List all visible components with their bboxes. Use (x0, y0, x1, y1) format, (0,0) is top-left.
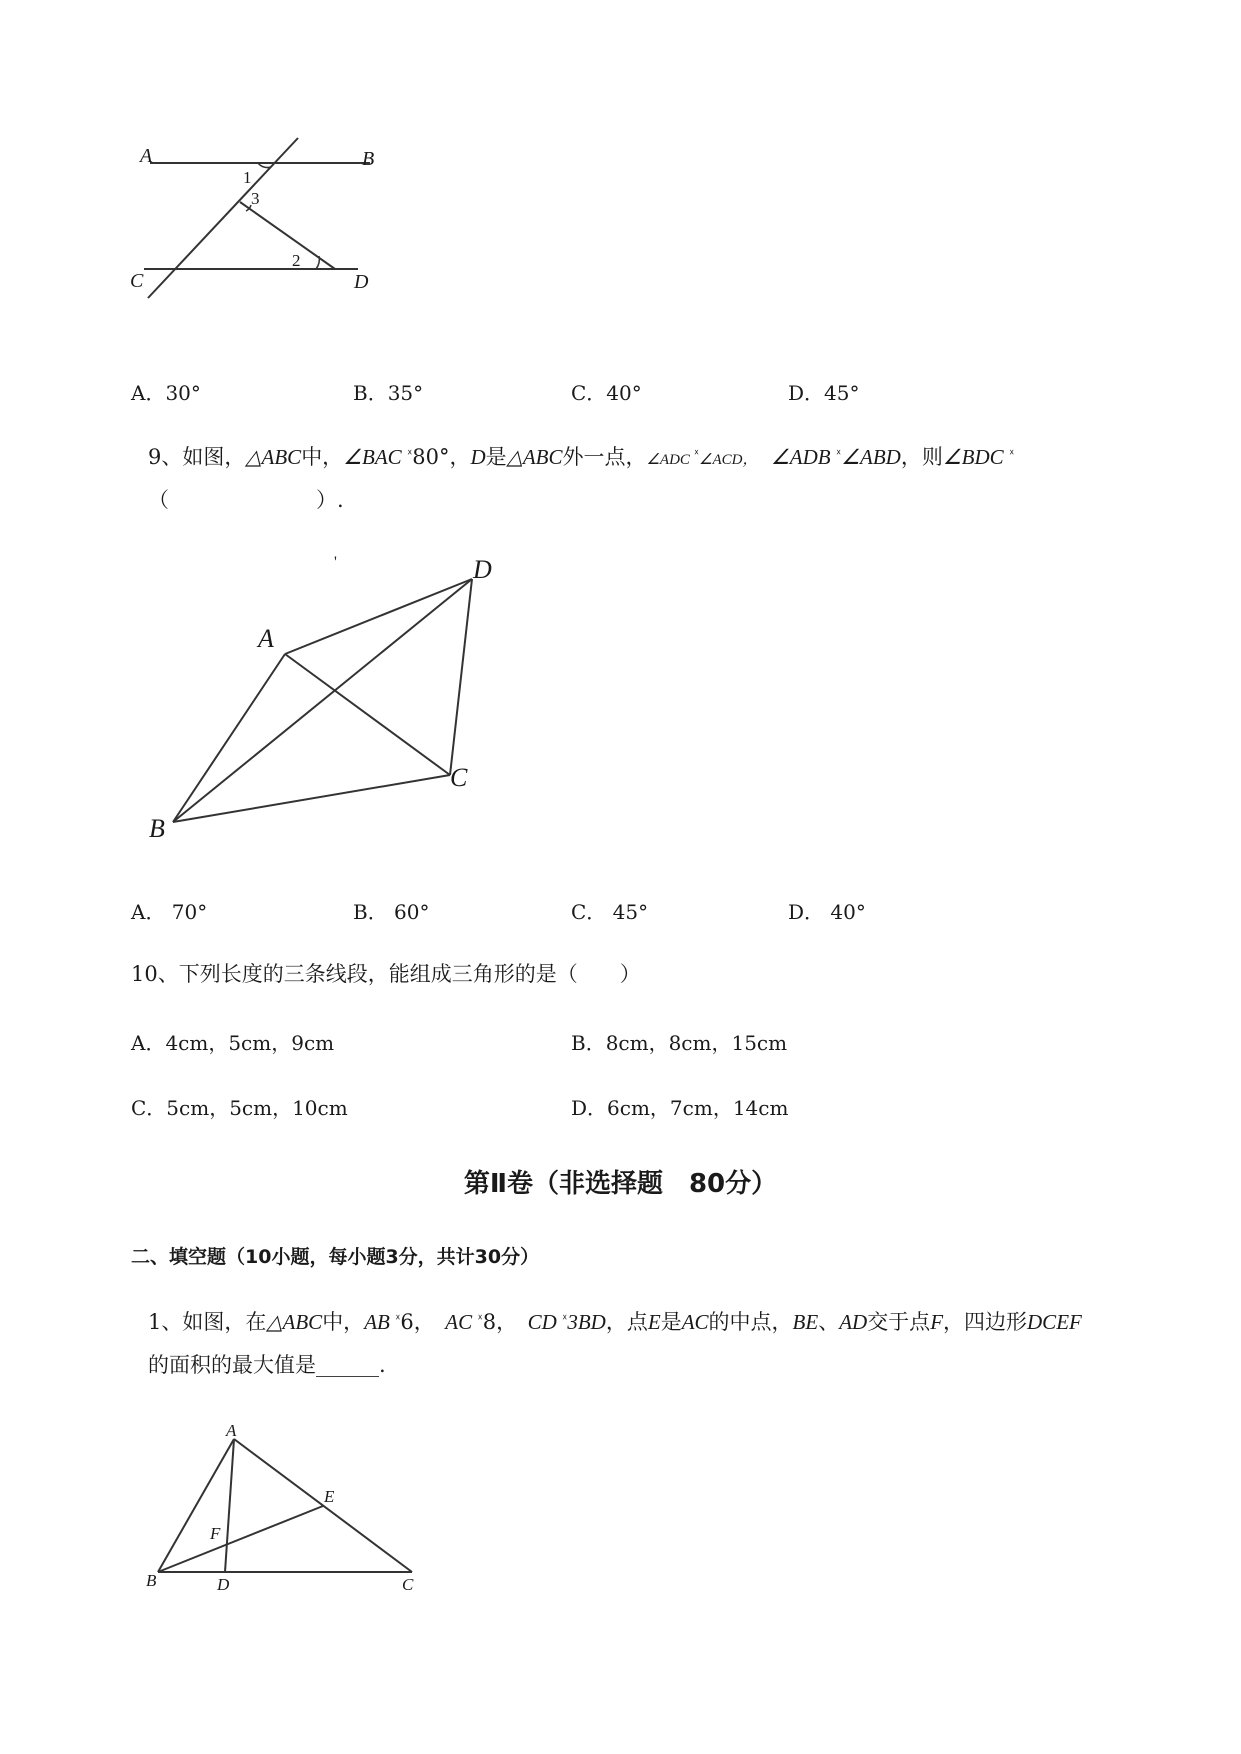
label-c: C (450, 763, 468, 792)
label-f: F (210, 1524, 221, 1543)
side-ab (173, 654, 285, 822)
equals-mark: ᕁ (562, 1313, 568, 1326)
side-bc (173, 775, 450, 822)
label-a: A (258, 624, 274, 653)
q9-option-d: D． 40° (788, 900, 866, 924)
segment-ad (225, 1439, 234, 1572)
f1-quad-dcef: DCEF (1027, 1310, 1082, 1334)
f1-text: ，点 (605, 1310, 648, 1334)
diagonal-bd (173, 579, 472, 822)
side-ab (158, 1439, 234, 1572)
q9-text: 是 (485, 445, 507, 469)
f1-text: 1、如图，在 (148, 1310, 267, 1334)
f1-text: 、 (818, 1310, 840, 1334)
equals-mark: ᕁ (693, 448, 700, 461)
segment-be (158, 1506, 323, 1572)
label-c: C (402, 1575, 414, 1594)
section-title: 第Ⅱ卷（非选择题 80分） (463, 1169, 778, 1199)
equals-mark: ᕁ (1008, 448, 1015, 461)
stray-tick: ' (334, 554, 337, 571)
f1-point-f: F (930, 1310, 944, 1334)
q9-angle-bdc: ∠BDC (942, 445, 1009, 469)
q9-triangle: △ABC (245, 445, 302, 469)
f1-cd-value: 3BD (567, 1310, 606, 1334)
q9-option-b: B． 60° (353, 900, 430, 924)
f1-segment-be: BE (792, 1310, 819, 1334)
equals-mark: ᕁ (395, 1313, 401, 1326)
f1-ac-value: 8， (482, 1310, 507, 1334)
label-e: E (324, 1487, 335, 1506)
label-b: B (362, 148, 375, 170)
side-cd (450, 579, 472, 775)
q9-text: ，则 (900, 445, 943, 469)
q9-prefix: 9、如图， (148, 445, 246, 469)
q10-option-d: D．6cm，7cm，14cm (571, 1096, 789, 1120)
q9-option-c: C． 45° (571, 900, 649, 924)
label-d: D (217, 1575, 230, 1594)
q8-option-c: C．40° (571, 381, 642, 405)
q8-option-d: D．45° (788, 381, 860, 405)
angle-label-1: 1 (243, 168, 252, 187)
f1-point-e: E (647, 1310, 661, 1334)
q9-angle-adc: ∠ADC (646, 452, 694, 468)
figure-q8-parallel-lines (130, 135, 400, 305)
q9-text: 中， (301, 445, 344, 469)
q9-angle-adb: ∠ADB (770, 445, 836, 469)
f1-text: 是 (660, 1310, 682, 1334)
label-c: C (130, 270, 144, 292)
q9-stem-line1 (148, 441, 1014, 471)
equals-mark: ᕁ (835, 448, 842, 461)
q10-option-b: B．8cm，8cm，15cm (571, 1031, 788, 1055)
f1-text: 交于点 (867, 1310, 931, 1334)
segment-to-d (240, 202, 335, 269)
q9-answer-blank: （ ）. (148, 488, 344, 512)
f1-segment-ad: AD (839, 1310, 868, 1334)
f1-triangle: △ABC (266, 1310, 323, 1334)
q9-triangle: △ABC (506, 445, 563, 469)
q10-stem: 10、下列长度的三条线段，能组成三角形的是（ ） (131, 962, 641, 986)
figure-q9-quadrilateral (140, 545, 510, 845)
angle-label-2: 2 (292, 251, 301, 270)
f1-stem-line2: 的面积的最大值是______. (148, 1353, 386, 1377)
q8-option-b: B．35° (353, 381, 424, 405)
equals-mark: ᕁ (406, 448, 413, 461)
label-b: B (149, 814, 165, 843)
side-da (285, 579, 472, 654)
q9-angle-abd: ∠ABD (841, 445, 901, 469)
f1-cd: CD (527, 1310, 563, 1334)
diagonal-ac (285, 654, 450, 775)
f1-stem-line1 (148, 1306, 1082, 1336)
f1-text: 中， (322, 1310, 365, 1334)
f1-ab-value: 6， (400, 1310, 425, 1334)
f1-ab: AB (364, 1310, 396, 1334)
side-ca (234, 1439, 412, 1572)
q9-value-80: 80°， (412, 445, 471, 469)
label-d: D (354, 271, 369, 293)
part2-heading: 二、填空题（10小题，每小题3分，共计30分） (131, 1246, 540, 1268)
q9-text: 外一点， (562, 445, 647, 469)
q9-angle-acd: ∠ACD， (699, 452, 750, 468)
q9-point-d: D (470, 445, 486, 469)
f1-segment-ac: AC (681, 1310, 709, 1334)
q10-option-c: C．5cm，5cm，10cm (131, 1096, 348, 1120)
equals-mark: ᕁ (477, 1313, 483, 1326)
q8-option-a: A．30° (131, 381, 201, 405)
q10-option-a: A．4cm，5cm，9cm (131, 1031, 335, 1055)
f1-ac: AC (445, 1310, 478, 1334)
label-a: A (140, 145, 153, 167)
label-a: A (226, 1421, 237, 1440)
f1-text: ，四边形 (943, 1310, 1028, 1334)
label-d: D (473, 555, 492, 584)
figure-f1-triangle (140, 1420, 440, 1600)
angle-label-3: 3 (251, 189, 260, 208)
f1-text: 的中点， (708, 1310, 793, 1334)
q9-option-a: A． 70° (131, 900, 208, 924)
label-b: B (146, 1571, 157, 1590)
q9-angle-bac: ∠BAC (343, 445, 407, 469)
